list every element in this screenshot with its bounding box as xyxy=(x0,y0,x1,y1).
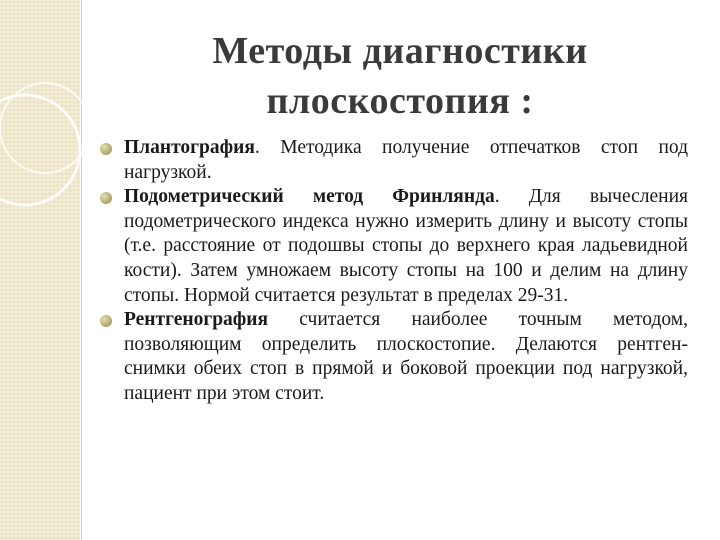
bullet-list xyxy=(100,136,688,407)
title-line-1: Методы диагностики xyxy=(212,30,588,72)
page-title xyxy=(95,26,705,126)
decorative-rings xyxy=(0,0,110,220)
list-item xyxy=(100,185,688,308)
bullet-icon xyxy=(100,192,112,204)
list-item xyxy=(100,136,688,185)
item-term: Плантография xyxy=(124,137,255,158)
title-line-2: плоскостопия : xyxy=(266,80,534,122)
bullet-icon xyxy=(100,143,112,155)
item-text: . Для вычесления подометрического индекса нужно измерить длину и высоту стопы (т.е. расстояние от подошвы стопы до верхнего края ладьевидной кости). Затем умножаем высоту стопы на 100 и делим на длину стопы. Нормой считается результат в пределах 29-31. xyxy=(124,186,689,306)
item-text: . Методика получение отпечатков стоп под нагрузкой. xyxy=(124,137,688,183)
item-text: считается наиболее точным методом, позволяющим определить плоскостопие. Делаются рентген-снимки обеих стоп в прямой и боковой проекции под нагрузкой, пациент при этом стоит. xyxy=(124,309,688,404)
bullet-icon xyxy=(100,315,112,327)
item-term: Рентгенография xyxy=(124,309,269,331)
item-term: Подометрический метод Фринлянда xyxy=(124,186,495,208)
list-item xyxy=(100,308,688,406)
